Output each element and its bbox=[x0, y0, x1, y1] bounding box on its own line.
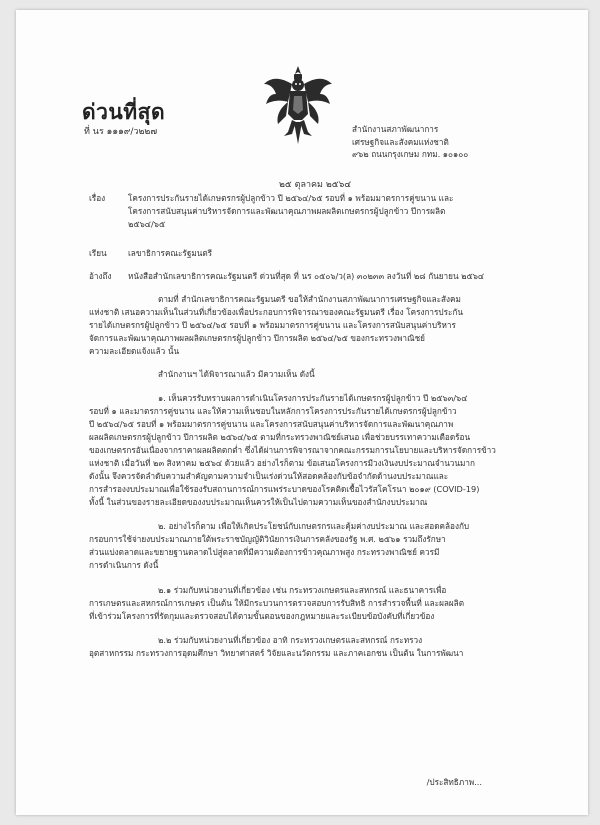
para1-line: แห่งชาติ เมื่อวันที่ ๒๓ สิงหาคม ๒๕๖๔ ด้วยแล้ว อย่างไรก็ตาม ข้อเสนอโครงการมีวงเงินงบประมาณจำนวนมาก bbox=[89, 458, 475, 468]
para1-line: ๑. เห็นควรรับทราบผลการดำเนินโครงการประกันรายได้เกษตรกรผู้ปลูกข้าว ปี ๒๕๖๓/๖๔ bbox=[158, 393, 468, 403]
reference-text: หนังสือสำนักเลขาธิการคณะรัฐมนตรี ด่วนที่สุด ที่ นร ๐๕๐๖/ว(ล) ๓๐๒๓๓ ลงวันที่ ๒๘ กันยายน ๒๕๖๔ bbox=[128, 271, 485, 281]
intro-line: แห่งชาติ เสนอความเห็นในส่วนที่เกี่ยวข้องเพื่อประกอบการพิจารณาของคณะรัฐมนตรี เรื่อง โครงการประกัน bbox=[89, 307, 463, 317]
sender-line: เศรษฐกิจและสังคมแห่งชาติ bbox=[352, 136, 449, 147]
para2-line: การดำเนินการ ดังนี้ bbox=[89, 560, 159, 570]
subject-line: ๒๕๖๔/๖๕ bbox=[128, 219, 166, 229]
reference-label: อ้างถึง bbox=[89, 271, 112, 281]
para2-line: ส่วนแบ่งตลาดและขยายฐานตลาดไปสู่ตลาดที่มีความต้องการข้าวคุณภาพสูง กระทรวงพาณิชย์ ควรมี bbox=[89, 547, 440, 557]
para1-line: การสำรองงบประมาณเพื่อใช้รองรับสถานการณ์การแพร่ระบาดของโรคติดเชื้อไวรัสโคโรนา ๒๐๑๙ (COVID-19) bbox=[89, 484, 480, 494]
para2-line: กรอบการใช้จ่ายงบประมาณภายใต้พระราชบัญญัติวินัยการเงินการคลังของรัฐ พ.ศ. ๒๕๖๑ รวมถึงรักษา bbox=[89, 534, 446, 544]
intro-line: ความละเอียดแจ้งแล้ว นั้น bbox=[89, 346, 180, 356]
para1-line: ปี ๒๕๖๔/๖๕ รอบที่ ๑ พร้อมมาตรการคู่ขนาน และโครงการสนับสนุนค่าบริหารจัดการและพัฒนาคุณภาพ bbox=[89, 419, 454, 429]
letter-page bbox=[16, 10, 588, 815]
intro-line: ตามที่ สำนักเลขาธิการคณะรัฐมนตรี ขอให้สำนักงานสภาพัฒนาการเศรษฐกิจและสังคม bbox=[158, 294, 461, 304]
recipient-text: เลขาธิการคณะรัฐมนตรี bbox=[128, 248, 213, 258]
para22-line: อุตสาหกรรม กระทรวงการอุดมศึกษา วิทยาศาสตร์ วิจัยและนวัตกรรม และภาคเอกชน เป็นต้น ในการพัฒนา bbox=[89, 648, 464, 658]
subject-label: เรื่อง bbox=[89, 193, 106, 203]
para1-line: ทั้งนี้ ในส่วนของรายละเอียดของงบประมาณเห็นควรให้เป็นไปตามความเห็นของสำนักงบประมาณ bbox=[89, 497, 428, 507]
recipient-label: เรียน bbox=[89, 248, 107, 258]
subject-line: โครงการสนับสนุนค่าบริหารจัดการและพัฒนาคุณภาพผลผลิตเกษตรกรผู้ปลูกข้าว ปีการผลิต bbox=[128, 206, 446, 216]
continuation-marker: /ประสิทธิภาพ... bbox=[426, 777, 482, 787]
para21-line: การเกษตรและสหกรณ์การเกษตร เป็นต้น ให้มีกระบวนการตรวจสอบการรับสิทธิ การสำรวจพื้นที่ และผลผลิต bbox=[89, 598, 465, 608]
sender-line: สำนักงานสภาพัฒนาการ bbox=[352, 124, 439, 134]
garuda-emblem-icon bbox=[262, 64, 334, 146]
sender-address bbox=[352, 123, 468, 161]
para1-line: ผลผลิตเกษตรกรผู้ปลูกข้าว ปีการผลิต ๒๕๖๔/๖๕ ตามที่กระทรวงพาณิชย์เสนอ เพื่อช่วยบรรเทาความเดือดร้อน bbox=[89, 432, 471, 442]
para22-line: ๒.๒ ร่วมกับหน่วยงานที่เกี่ยวข้อง อาทิ กระทรวงเกษตรและสหกรณ์ กระทรวง bbox=[158, 635, 423, 645]
urgency-heading: ด่วนที่สุด bbox=[82, 100, 166, 124]
intro-line: รายได้เกษตรกรผู้ปลูกข้าว ปี ๒๕๖๔/๖๕ รอบที่ ๑ พร้อมมาตรการคู่ขนาน และโครงการสนับสนุนค่าบริหาร bbox=[89, 320, 456, 330]
intro-line: จัดการและพัฒนาคุณภาพผลผลิตเกษตรกรผู้ปลูกข้าว ปีการผลิต ๒๕๖๔/๖๕ ของกระทรวงพาณิชย์ bbox=[89, 333, 425, 343]
para2-line: ๒. อย่างไรก็ตาม เพื่อให้เกิดประโยชน์กับเกษตรกรและคุ้มค่างบประมาณ และสอดคล้องกับ bbox=[158, 521, 470, 531]
para21-line: ที่เข้าร่วมโครงการที่รัดกุมและตรวจสอบได้ตามขั้นตอนของกฎหมายและระเบียบข้อบังคับที่เกี่ยวข้อง bbox=[89, 611, 435, 621]
sender-line: ๙๖๒ ถนนกรุงเกษม กทม. ๑๐๑๐๐ bbox=[352, 149, 469, 159]
para1-line: ดังนั้น จึงควรจัดลำดับความสำคัญตามความจำเป็นเร่งด่วนให้สอดคล้องกับข้อจำกัดด้านงบประมาณและ bbox=[89, 471, 449, 481]
para1-line: ของเกษตรกรอันเนื่องจากราคาผลผลิตตกต่ำ ซึ่งได้ผ่านการพิจารณาจากคณะกรรมการนโยบายและบริหารจัดการข้าว bbox=[89, 445, 496, 455]
subject-line: โครงการประกันรายได้เกษตรกรผู้ปลูกข้าว ปี ๒๕๖๔/๖๕ รอบที่ ๑ พร้อมมาตรการคู่ขนาน และ bbox=[128, 193, 454, 203]
letter-date: ๒๕ ตุลาคม ๒๕๖๔ bbox=[279, 180, 352, 190]
para1-line: รอบที่ ๑ และมาตรการคู่ขนาน และให้ความเห็นชอบในหลักการโครงการประกันรายได้เกษตรกรผู้ปลูกข้าว bbox=[89, 406, 457, 416]
document-number: ที่ นร ๑๑๑๙/ว๒๒๗ bbox=[84, 127, 158, 137]
para21-line: ๒.๑ ร่วมกับหน่วยงานที่เกี่ยวข้อง เช่น กระทรวงเกษตรและสหกรณ์ และธนาคารเพื่อ bbox=[158, 585, 447, 595]
opinion-line: สำนักงานฯ ได้พิจารณาแล้ว มีความเห็น ดังนี้ bbox=[158, 369, 315, 379]
